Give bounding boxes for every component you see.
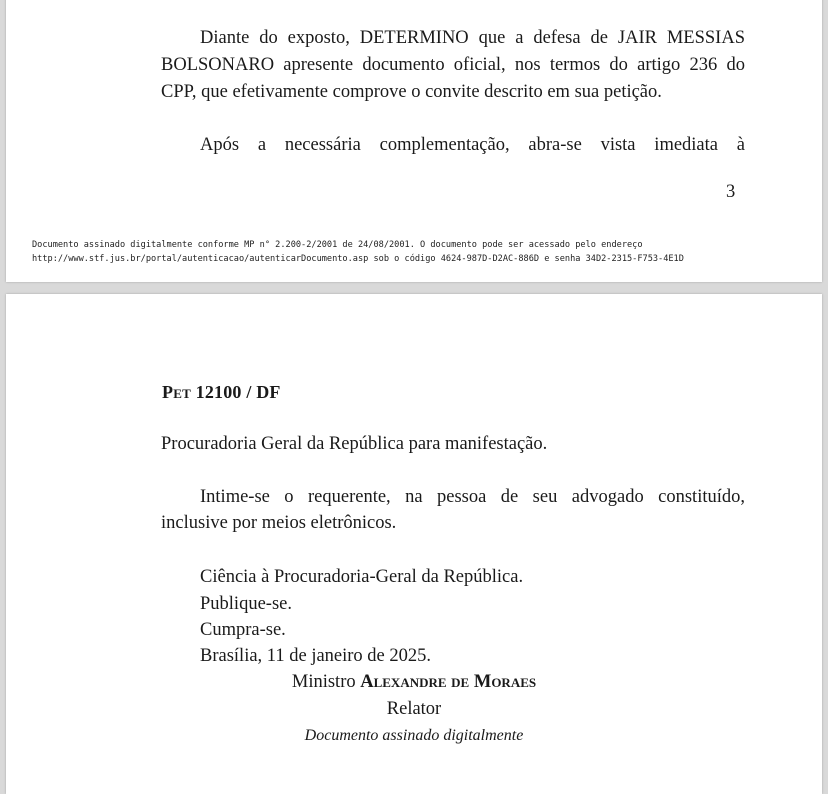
signer-line [6,669,822,696]
paragraph-line: Após a necessária complementação, abra-se vista imediata à [200,135,745,155]
paragraph-line: BOLSONARO apresente documento oficial, nos termos do artigo 236 do [161,55,745,75]
date-place: Brasília, 11 de janeiro de 2025. [200,646,432,666]
page-number: 3 [726,182,736,202]
paragraph-line: Diante do exposto, DETERMINO que a defesa de JAIR MESSIAS [200,28,745,48]
signer-role: Relator [386,699,442,719]
paragraph-line: Intime-se o requerente, na pessoa de seu advogado constituído, [200,487,745,507]
document-page-4 [6,294,822,794]
case-heading [162,382,281,403]
paragraph-line: inclusive por meios eletrônicos. [161,513,397,533]
paragraph-line: Procuradoria Geral da República para manifestação. [161,434,548,454]
paragraph-line: CPP, que efetivamente comprove o convite descrito em sua petição. [161,82,662,102]
closing-line: Cumpra-se. [200,620,286,640]
digital-signature-footer [32,238,684,266]
case-heading-number: 12100 / DF [190,382,281,402]
signer-name: Alexandre de Moraes [360,672,537,692]
closing-line: Publique-se. [200,594,292,614]
footer-line: http://www.stf.jus.br/portal/autenticacao/autenticarDocumento.asp sob o código 4624-987D-D2AC-886D e senha 34D2-2315-F753-4E1D [32,254,684,264]
case-heading-prefix: Pet [162,382,191,402]
signer-title: Ministro [291,672,361,692]
footer-line: Documento assinado digitalmente conforme MP n° 2.200-2/2001 de 24/08/2001. O documento pode ser acessado pelo endereço [32,240,643,250]
document-page-3 [6,0,822,282]
closing-line: Ciência à Procuradoria-Geral da República. [200,567,524,587]
signature-note: Documento assinado digitalmente [304,727,524,744]
